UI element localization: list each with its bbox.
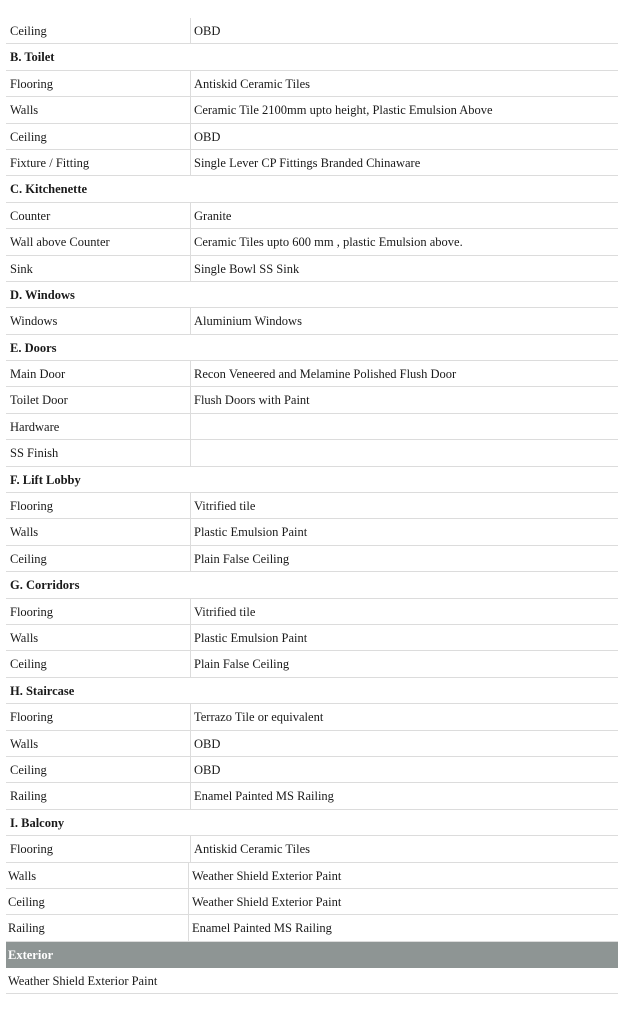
column-divider [190, 836, 191, 862]
spec-value: Plain False Ceiling [194, 657, 290, 672]
section-header-row [6, 282, 618, 308]
section-title: F. Lift Lobby [10, 472, 81, 487]
spec-value: Terrazo Tile or equivalent [194, 710, 324, 725]
spec-label: Ceiling [10, 657, 47, 672]
column-divider [188, 915, 189, 941]
spec-label: Walls [8, 868, 37, 883]
spec-label: Walls [10, 736, 39, 751]
spec-row [6, 97, 618, 123]
spec-label: Railing [10, 789, 47, 804]
spec-label: Ceiling [10, 129, 47, 144]
spec-label: Walls [10, 630, 39, 645]
spec-label: Ceiling [10, 551, 47, 566]
spec-value: Vitrified tile [194, 499, 256, 514]
column-divider [190, 704, 191, 730]
spec-row [6, 150, 618, 176]
spec-value: Antiskid Ceramic Tiles [194, 76, 310, 91]
spec-value: Vitrified tile [194, 604, 256, 619]
section-title: G. Corridors [10, 578, 80, 593]
section-header-row [6, 678, 618, 704]
spec-row [6, 256, 618, 282]
spec-label: Flooring [10, 710, 54, 725]
section-header-row [6, 44, 618, 70]
column-divider [190, 229, 191, 255]
column-divider [190, 203, 191, 229]
spec-label: Fixture / Fitting [10, 155, 90, 170]
spec-value: Single Lever CP Fittings Branded Chinaware [194, 155, 421, 170]
spec-value: Enamel Painted MS Railing [192, 921, 332, 936]
column-divider [190, 124, 191, 150]
spec-row [6, 836, 618, 862]
spec-value: Plastic Emulsion Paint [194, 525, 308, 540]
column-divider [190, 308, 191, 334]
column-divider [190, 651, 191, 677]
spec-row [6, 387, 618, 413]
column-divider [190, 71, 191, 97]
spec-value: Ceramic Tiles upto 600 mm , plastic Emulsion above. [194, 235, 463, 250]
spec-row [6, 757, 618, 783]
spec-value: Antiskid Ceramic Tiles [194, 842, 310, 857]
spec-row [6, 915, 618, 941]
spec-label: Sink [10, 261, 33, 276]
column-divider [190, 387, 191, 413]
spec-value: Weather Shield Exterior Paint [192, 894, 342, 909]
spec-row [6, 493, 618, 519]
section-header-row [6, 467, 618, 493]
spec-label: Toilet Door [10, 393, 68, 408]
spec-row [6, 203, 618, 229]
spec-row [6, 704, 618, 730]
column-divider [190, 546, 191, 572]
spec-value: Plastic Emulsion Paint [194, 630, 308, 645]
spec-row [6, 229, 618, 255]
column-divider [190, 414, 191, 440]
column-divider [190, 361, 191, 387]
spec-row [6, 889, 618, 915]
spec-value: OBD [194, 129, 221, 144]
spec-row [6, 440, 618, 466]
spec-row [6, 625, 618, 651]
spec-label: Flooring [10, 842, 54, 857]
section-title: I. Balcony [10, 815, 65, 830]
spec-row [6, 546, 618, 572]
spec-value: Enamel Painted MS Railing [194, 789, 334, 804]
column-divider [190, 625, 191, 651]
section-title: D. Windows [10, 287, 75, 302]
spec-value: OBD [194, 762, 221, 777]
spec-row [6, 519, 618, 545]
spec-row [6, 863, 618, 889]
spec-row [6, 599, 618, 625]
column-divider [190, 519, 191, 545]
spec-row [6, 968, 618, 994]
column-divider [190, 599, 191, 625]
column-divider [188, 889, 189, 915]
spec-row [6, 651, 618, 677]
spec-value: Aluminium Windows [194, 314, 302, 329]
spec-value: Recon Veneered and Melamine Polished Flush Door [194, 367, 457, 382]
spec-value: Plain False Ceiling [194, 551, 290, 566]
spec-row [6, 308, 618, 334]
spec-label: Walls [10, 525, 39, 540]
section-header-row [6, 572, 618, 598]
spec-label: Hardware [10, 419, 60, 434]
spec-label: Windows [10, 314, 58, 329]
spec-label: Flooring [10, 76, 54, 91]
spec-label: Ceiling [10, 762, 47, 777]
section-header-row [6, 335, 618, 361]
section-title: H. Staircase [10, 683, 75, 698]
section-title: Exterior [8, 947, 54, 962]
spec-row [6, 783, 618, 809]
spec-label: Ceiling [8, 894, 45, 909]
section-header-row [6, 176, 618, 202]
spec-row [6, 731, 618, 757]
spec-value: OBD [194, 24, 221, 38]
column-divider [190, 783, 191, 809]
spec-row [6, 18, 618, 44]
spec-row [6, 71, 618, 97]
spec-value: Ceramic Tile 2100mm upto height, Plastic Emulsion Above [194, 103, 493, 118]
spec-row [6, 124, 618, 150]
spec-label: Flooring [10, 499, 54, 514]
spec-value: Weather Shield Exterior Paint [192, 868, 342, 883]
spec-label: SS Finish [10, 446, 59, 461]
column-divider [190, 150, 191, 176]
spec-row [6, 414, 618, 440]
section-band-row [6, 942, 618, 968]
column-divider [190, 493, 191, 519]
section-title: E. Doors [10, 340, 57, 355]
spec-label: Walls [10, 103, 39, 118]
spec-value: Flush Doors with Paint [194, 393, 310, 408]
spec-row [6, 361, 618, 387]
column-divider [190, 97, 191, 123]
spec-label: Wall above Counter [10, 235, 110, 250]
spec-value: Single Bowl SS Sink [194, 261, 300, 276]
column-divider [188, 863, 189, 889]
column-divider [190, 440, 191, 466]
spec-label: Flooring [10, 604, 54, 619]
column-divider [190, 256, 191, 282]
spec-value: Granite [194, 208, 232, 223]
column-divider [190, 757, 191, 783]
specification-table [6, 18, 618, 994]
spec-label: Counter [10, 208, 51, 223]
spec-value: OBD [194, 736, 221, 751]
section-header-row [6, 810, 618, 836]
spec-label: Railing [8, 921, 45, 936]
section-title: C. Kitchenette [10, 182, 88, 197]
spec-label: Weather Shield Exterior Paint [8, 974, 158, 989]
section-title: B. Toilet [10, 50, 55, 65]
spec-label: Main Door [10, 367, 66, 382]
column-divider [190, 18, 191, 44]
column-divider [190, 731, 191, 757]
spec-label: Ceiling [10, 24, 47, 38]
